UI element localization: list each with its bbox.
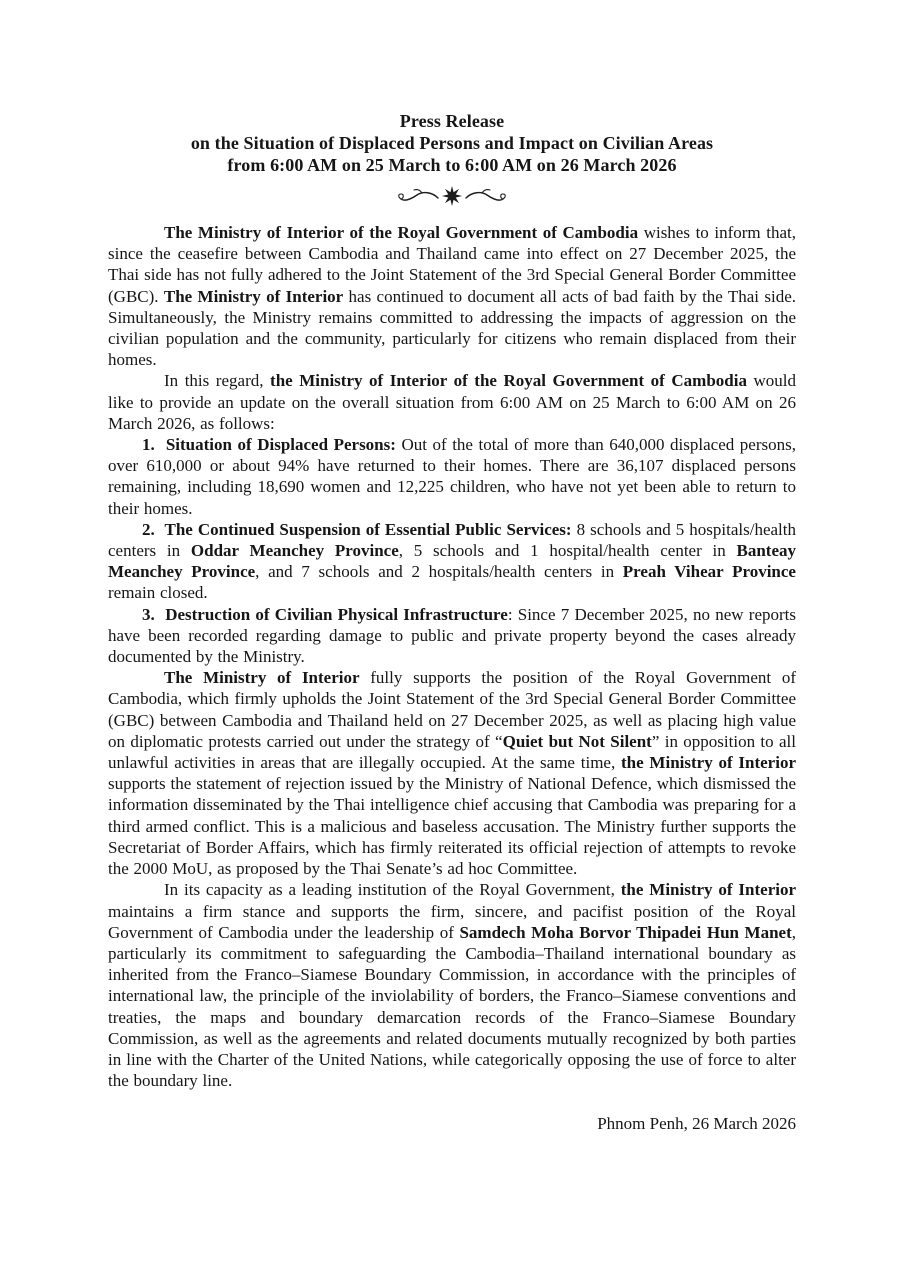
text-run: wishes to inform that, since the ceasefire between Cambodia and Thailand came into effect on 27 December 2025, the Thai side has not fully adhered to the Joint Statement of the 3rd Special General Border Committee (GBC). (108, 223, 796, 306)
text-run: fully supports the position of the Royal Government of Cambodia, which firmly upholds the Joint Statement of the 3rd Special General Border Committee (GBC) between Cambodia and Thailand held on 27 December 2025, as well as placing high value on diplomatic protests carried out under the strategy of “ (108, 668, 796, 751)
text-run: In its capacity as a leading institution of the Royal Government, (164, 880, 621, 900)
text-run: In this regard, (164, 371, 271, 391)
paragraph-update-intro (108, 370, 796, 434)
document-header (108, 110, 796, 213)
bold-text-run: Banteay Meanchey Province (108, 541, 797, 582)
bold-text-run: Samdech Moha Borvor Thipadei Hun Manet (459, 922, 792, 942)
text-run: has continued to document all acts of bad faith by the Thai side. Simultaneously, the Ministry remains committed to addressing the impacts of aggression on the civilian population and the community, particularly for citizens who remain displaced from their homes. (108, 286, 796, 370)
dateline: Phnom Penh, 26 March 2026 (597, 1114, 796, 1134)
paragraph-support-position (108, 667, 796, 879)
bold-text-run: the Ministry of Interior (621, 753, 797, 773)
text-run: supports the statement of rejection issued by the Ministry of National Defence, which dismissed the information disseminated by the Thai intelligence chief accusing that Cambodia was preparing for a third armed conflict. This is a malicious and baseless accusation. The Ministry further supports the Secretariat of Border Affairs, which has firmly reiterated its official rejection of attempts to revoke the 2000 MoU, as proposed by the Thai Senate’s ad hoc Committee. (108, 774, 796, 879)
bold-text-run: The Ministry of Interior of the Royal Government of Cambodia (164, 223, 639, 242)
floral-divider-ornament (108, 183, 796, 213)
text-run: 8 schools and 5 hospitals/health centers in (108, 519, 796, 561)
bold-text-run: The Ministry of Interior (164, 668, 360, 688)
bold-text-run: the Ministry of Interior (620, 880, 797, 900)
list-item-3-infrastructure (108, 604, 796, 668)
bold-text-run: 3. Destruction of Civilian Physical Infrastructure (142, 604, 508, 624)
text-run: remain closed. (108, 583, 208, 603)
bold-text-run: Preah Vihear Province (622, 562, 796, 582)
bold-text-run: Quiet but Not Silent (502, 731, 652, 751)
text-run: , 5 schools and 1 hospital/health center in (398, 541, 737, 561)
title-line-1: Press Release (399, 111, 505, 131)
list-item-1-displaced-persons (108, 434, 796, 519)
paragraph-leading-institution (108, 879, 796, 1091)
text-run: would like to provide an update on the overall situation from 6:00 AM on 25 March to 6:00 AM on 26 March 2026, as follows: (108, 371, 796, 433)
bold-text-run: 2. The Continued Suspension of Essential Public Services: (142, 519, 572, 539)
title-line-2: on the Situation of Displaced Persons and Impact on Civilian Areas (190, 133, 714, 153)
bold-text-run: 1. Situation of Displaced Persons: (142, 435, 396, 455)
text-run: : Since 7 December 2025, no new reports have been recorded regarding damage to public and private property beyond the cases already documented by the Ministry. (108, 604, 796, 667)
list-item-2-public-services (108, 519, 796, 604)
title-line-3: from 6:00 AM on 25 March to 6:00 AM on 26 March 2026 (227, 155, 677, 175)
text-run: , and 7 schools and 2 hospitals/health centers in (255, 562, 623, 582)
text-run: Out of the total of more than 640,000 displaced persons, over 610,000 or about 94% have returned to their homes. There are 36,107 displaced persons remaining, including 18,690 women and 12,225 children, who have not yet been able to return to their homes. (108, 435, 796, 518)
document-body (108, 222, 796, 1091)
text-run: ” in opposition to all unlawful activities in areas that are illegally occupied. At the same time, (108, 731, 796, 773)
bold-text-run: the Ministry of Interior of the Royal Government of Cambodia (270, 371, 747, 391)
text-run: maintains a firm stance and supports the firm, sincere, and pacifist position of the Royal Government of Cambodia under the leadership of (108, 901, 796, 942)
bold-text-run: Oddar Meanchey Province (190, 541, 399, 561)
text-run: , particularly its commitment to safeguarding the Cambodia–Thailand international boundary as inherited from the Franco–Siamese Boundary Commission, in accordance with the principles of international law, the principle of the inviolability of borders, the Franco–Siamese conventions and treaties, the maps and boundary demarcation records of the Franco–Siamese Boundary Commission, as well as the agreements and related documents mutually recognized by both parties in line with the Charter of the United Nations, while categorically opposing the use of force to alter the boundary line. (108, 922, 797, 1091)
bold-text-run: The Ministry of Interior (163, 286, 344, 306)
paragraph-intro (108, 222, 796, 370)
